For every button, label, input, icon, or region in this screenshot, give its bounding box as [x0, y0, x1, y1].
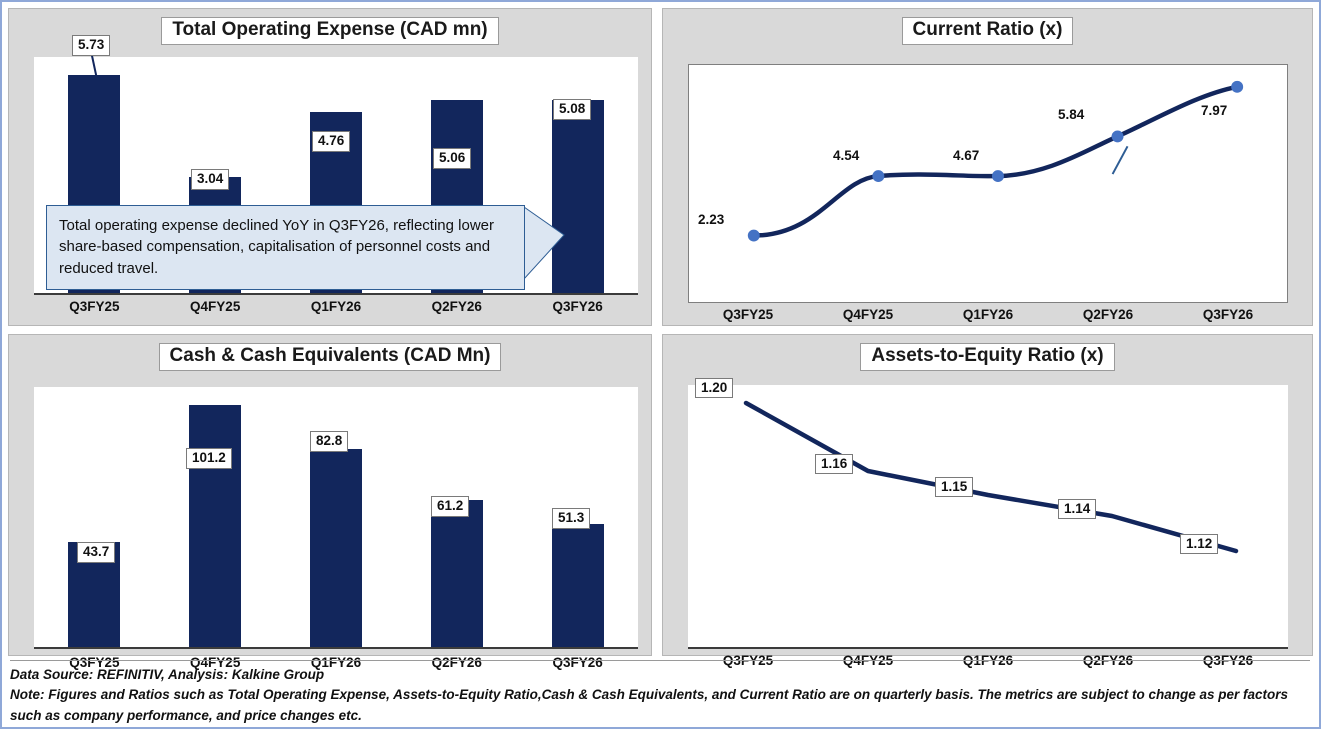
x-tick-label: Q2FY26: [431, 299, 482, 314]
annotation-text: Total operating expense declined YoY in Q3FY26, reflecting lower share-based compensation, capitalisation of personnel costs and reduced travel.: [59, 217, 495, 277]
point-value-label: 4.54: [833, 148, 860, 163]
point-value-label: 5.84: [1058, 107, 1085, 122]
plot-area-cash: [34, 387, 638, 649]
point-value-label: 1.14: [1058, 499, 1096, 519]
line-series-current-ratio: [689, 65, 1287, 302]
x-tick-label: Q2FY26: [1082, 653, 1134, 668]
bar-value-label: 5.08: [553, 99, 591, 120]
bar-group: [276, 387, 397, 647]
point-value-label: 2.23: [698, 212, 725, 227]
x-tick-label: Q4FY25: [190, 655, 241, 670]
panel-title: [9, 343, 651, 371]
point-value-label: 7.97: [1201, 103, 1228, 118]
x-tick-label: Q3FY26: [1202, 307, 1254, 322]
point-value-label: 1.20: [695, 378, 733, 398]
panel-title-text: Assets-to-Equity Ratio (x): [860, 343, 1114, 371]
footer-note: Note: Figures and Ratios such as Total Operating Expense, Assets-to-Equity Ratio,Cash & Cash Equivalents, and Current Ratio are on quarterly basis. The metrics are subject to change as per factors such as company performance, and price changes etc.: [10, 687, 1289, 723]
panel-assets-to-equity: [662, 334, 1313, 668]
panel-current-ratio: [662, 8, 1313, 326]
x-tick-label: Q3FY26: [1202, 653, 1254, 668]
bar-value-label: 43.7: [77, 542, 115, 563]
footer: [10, 660, 1310, 726]
panel-cash-and-equivalents: [8, 334, 652, 670]
x-tick-label: Q4FY25: [190, 299, 241, 314]
annotation-box: [46, 205, 525, 290]
x-tick-label: Q1FY26: [310, 655, 362, 670]
point-value-label: 1.12: [1180, 534, 1218, 554]
footer-source: Data Source: REFINITIV, Analysis: Kalkine Group: [10, 667, 325, 682]
bar-value-label: 61.2: [431, 496, 469, 517]
bar-value-label: 101.2: [186, 448, 232, 469]
bar: [552, 524, 604, 647]
bar-value-label: 5.73: [72, 35, 110, 56]
panel-title-text: Cash & Cash Equivalents (CAD Mn): [159, 343, 502, 371]
line-series-assets-to-equity: [688, 385, 1288, 647]
bar-value-label: 5.06: [433, 148, 471, 169]
chart-grid: [8, 8, 1315, 670]
x-tick-label: Q1FY26: [962, 653, 1014, 668]
bar: [431, 500, 483, 647]
point-value-label: 1.15: [935, 477, 973, 497]
panel-title: [663, 343, 1312, 371]
point-value-label: 4.67: [953, 148, 980, 163]
x-tick-label: Q1FY26: [310, 299, 362, 314]
bar-group: [34, 387, 155, 647]
x-tick-label: Q4FY25: [842, 307, 894, 322]
plot-area-current-ratio: [688, 64, 1288, 303]
point-value-label: 1.16: [815, 454, 853, 474]
panel-title-text: Current Ratio (x): [902, 17, 1074, 45]
bar-group: [396, 387, 517, 647]
x-tick-label: Q2FY26: [1082, 307, 1134, 322]
x-tick-label: Q3FY26: [552, 299, 603, 314]
plot-area-assets-to-equity: [688, 385, 1288, 647]
x-tick-label: Q3FY25: [69, 655, 120, 670]
annotation-pointer: [524, 205, 564, 281]
bar-value-label: 4.76: [312, 131, 350, 152]
x-tick-label: Q3FY25: [722, 307, 774, 322]
footer-divider: [10, 660, 1310, 661]
bar: [310, 449, 362, 647]
x-tick-label: Q3FY25: [722, 653, 774, 668]
x-tick-label: Q3FY26: [552, 655, 603, 670]
x-tick-label: Q2FY26: [431, 655, 482, 670]
x-tick-label: Q1FY26: [962, 307, 1014, 322]
x-tick-label: Q4FY25: [842, 653, 894, 668]
x-axis-labels-current-ratio: [688, 307, 1288, 322]
x-axis-line: [688, 647, 1288, 649]
bar-value-label: 82.8: [310, 431, 348, 452]
x-tick-label: Q3FY25: [69, 299, 120, 314]
bar-series-cash: [34, 387, 638, 647]
panel-title-text: Total Operating Expense (CAD mn): [161, 17, 498, 45]
bar: [189, 405, 241, 647]
x-axis-labels-operating-expense: [34, 299, 638, 314]
bar-value-label: 3.04: [191, 169, 229, 190]
panel-total-operating-expense: [8, 8, 652, 326]
bar-value-label: 51.3: [552, 508, 590, 529]
panel-title: [663, 17, 1312, 45]
